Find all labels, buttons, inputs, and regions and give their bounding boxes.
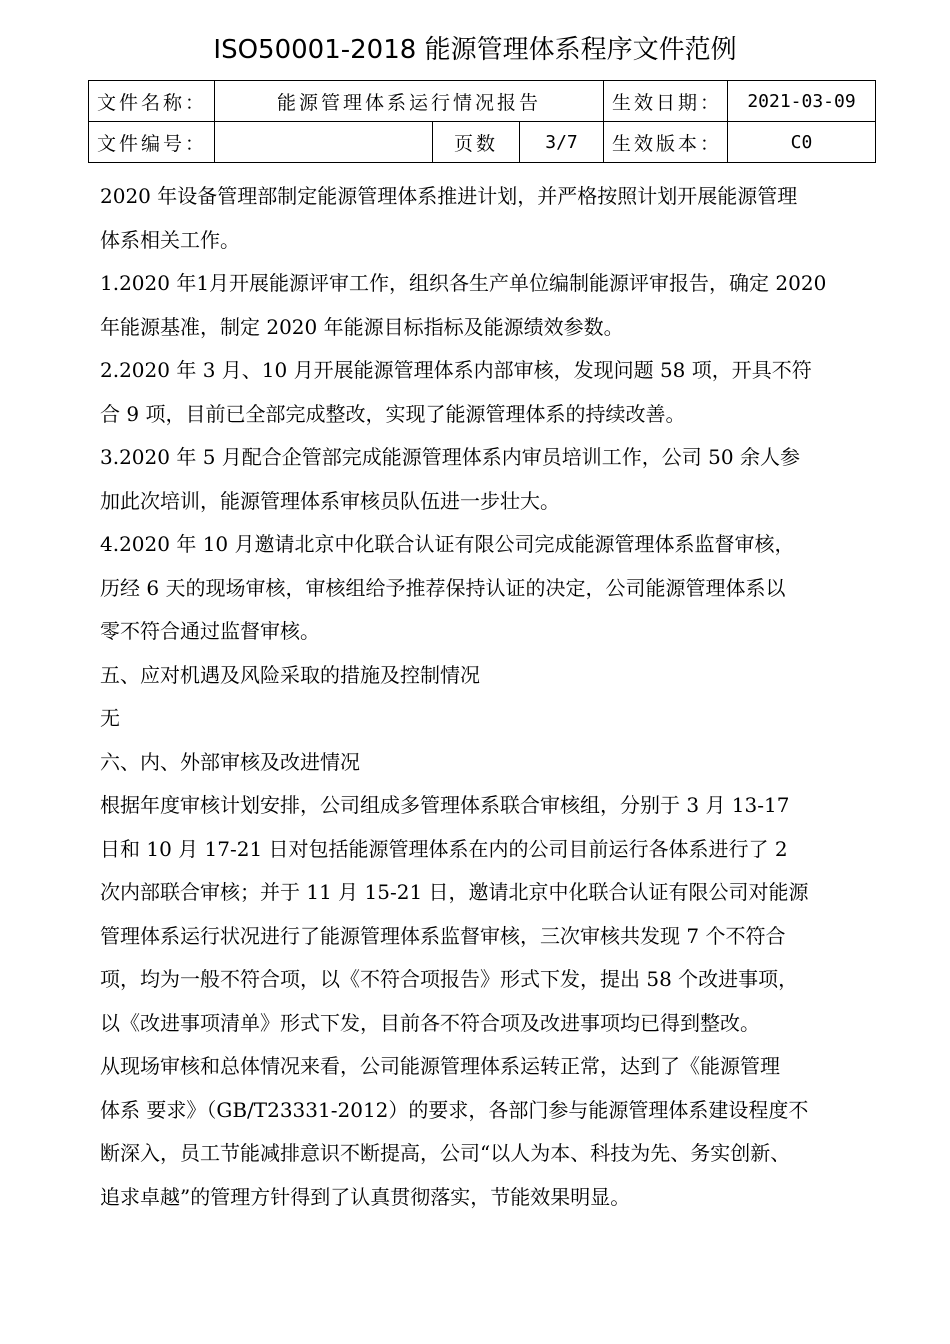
file-name-value: 能源管理体系运行情况报告	[215, 81, 604, 122]
document-body	[100, 175, 870, 1219]
body-line: 项，均为一般不符合项，以《不符合项报告》形式下发，提出 58 个改进事项，	[100, 967, 799, 991]
body-line: 4.2020 年 10 月邀请北京中化联合认证有限公司完成能源管理体系监督审核，	[100, 532, 795, 556]
pages-label: 页数	[433, 122, 520, 163]
section-heading: 六、内、外部审核及改进情况	[100, 749, 360, 774]
effective-date-label: 生效日期：	[604, 81, 728, 122]
body-line: 年能源基准，制定 2020 年能源目标指标及能源绩效参数。	[100, 314, 624, 339]
body-line: 加此次培训，能源管理体系审核员队伍进一步壮大。	[100, 488, 560, 513]
document-header-table	[88, 80, 876, 163]
file-name-label: 文件名称：	[89, 81, 215, 122]
body-line: 根据年度审核计划安排，公司组成多管理体系联合审核组，分别于 3 月 13-17	[100, 793, 790, 817]
body-line: 断深入，员工节能减排意识不断提高，公司“以人为本、科技为先、务实创新、	[100, 1141, 791, 1165]
pages-value: 3/7	[520, 122, 604, 163]
body-line: 3.2020 年 5 月配合企管部完成能源管理体系内审员培训工作，公司 50 余人参	[100, 445, 800, 469]
body-line: 体系 要求》（GB/T23331-2012）的要求，各部门参与能源管理体系建设程度不	[100, 1097, 809, 1122]
header-row-1	[89, 81, 876, 122]
effective-date-value: 2021-03-09	[728, 81, 876, 122]
body-line: 历经 6 天的现场审核，审核组给予推荐保持认证的决定，公司能源管理体系以	[100, 575, 786, 600]
body-line: 从现场审核和总体情况来看，公司能源管理体系运转正常，达到了《能源管理	[100, 1054, 780, 1078]
body-line: 管理体系运行状况进行了能源管理体系监督审核，三次审核共发现 7 个不符合	[100, 923, 786, 948]
header-row-2	[89, 122, 876, 163]
page-title: ISO50001-2018 能源管理体系程序文件范例	[213, 35, 737, 65]
body-line: 以《改进事项清单》形式下发，目前各不符合项及改进事项均已得到整改。	[100, 1010, 760, 1035]
section-heading: 五、应对机遇及风险采取的措施及控制情况	[100, 662, 480, 687]
body-line: 2.2020 年 3 月、10 月开展能源管理体系内部审核，发现问题 58 项，开具不符	[100, 358, 812, 382]
file-number-value	[215, 122, 433, 163]
body-line: 日和 10 月 17-21 日对包括能源管理体系在内的公司目前运行各体系进行了 2	[100, 836, 788, 861]
body-line: 追求卓越”的管理方针得到了认真贯彻落实，节能效果明显。	[100, 1184, 631, 1209]
body-line: 合 9 项，目前已全部完成整改，实现了能源管理体系的持续改善。	[100, 401, 686, 426]
body-line: 无	[100, 706, 120, 730]
body-line: 2020 年设备管理部制定能源管理体系推进计划，并严格按照计划开展能源管理	[100, 184, 798, 208]
body-line: 次内部联合审核；并于 11 月 15-21 日，邀请北京中化联合认证有限公司对能源	[100, 880, 809, 904]
body-line: 零不符合通过监督审核。	[100, 619, 320, 643]
body-line: 体系相关工作。	[100, 227, 240, 252]
body-line: 1.2020 年1月开展能源评审工作，组织各生产单位编制能源评审报告，确定 2020	[100, 271, 827, 295]
file-number-label: 文件编号：	[89, 122, 215, 163]
version-label: 生效版本：	[604, 122, 728, 163]
version-value: C0	[728, 122, 876, 163]
